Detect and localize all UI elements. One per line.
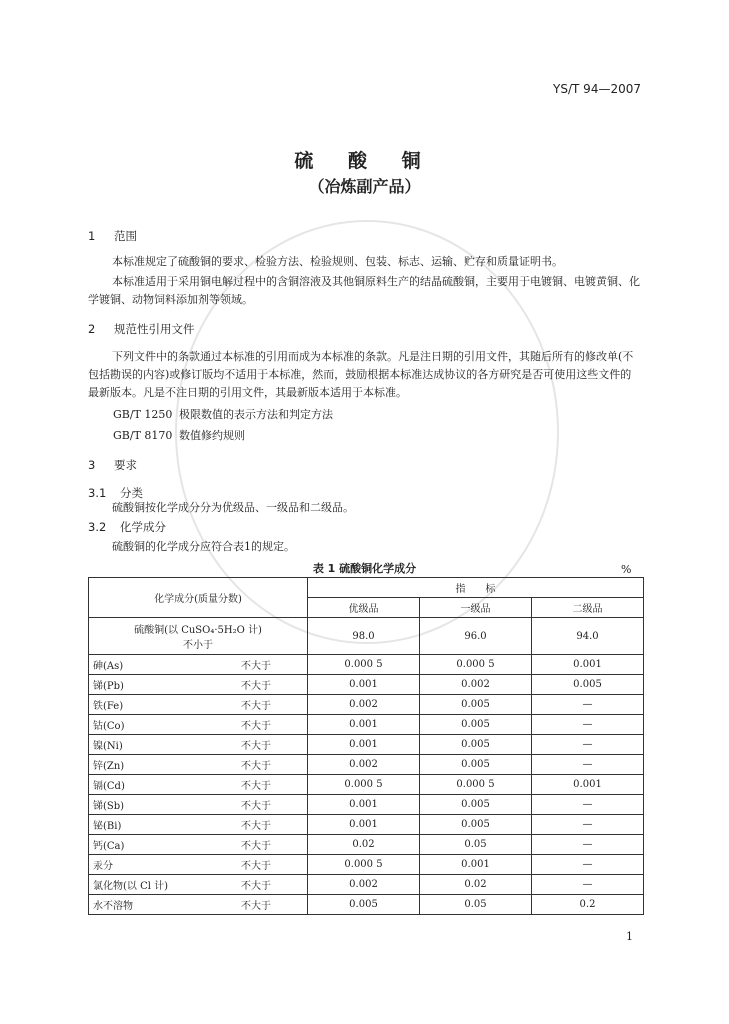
table-row: [89, 835, 644, 855]
cell-condition: 不大于: [237, 855, 308, 875]
cell-name: 锑(Pb): [89, 675, 238, 695]
cell-name: [89, 618, 308, 655]
cell-value: 0.002: [308, 875, 420, 895]
cell-value: 0.02: [420, 875, 532, 895]
section-title: 范围: [114, 229, 137, 243]
cell-value: 0.005: [420, 755, 532, 775]
cell-name: 镍(Ni): [89, 735, 238, 755]
cell-condition: 不大于: [237, 795, 308, 815]
table-row: [89, 775, 644, 795]
cell-value: 0.001: [308, 715, 420, 735]
section-3-heading: [88, 457, 137, 473]
cell-value: 0.005: [420, 695, 532, 715]
cell-value: 0.000 5: [420, 775, 532, 795]
cell-name: 钴(Co): [89, 715, 238, 735]
table-row: [89, 735, 644, 755]
table-row: [89, 815, 644, 835]
cell-value: 0.001: [308, 815, 420, 835]
cell-value: 0.000 5: [308, 655, 420, 675]
cell-value: 94.0: [532, 618, 644, 655]
section-number: 3: [88, 458, 96, 472]
cell-name: 铋(Bi): [89, 815, 238, 835]
cell-value: —: [532, 715, 644, 735]
cell-value: 0.02: [308, 835, 420, 855]
cell-name: 砷(As): [89, 655, 238, 675]
scope-paragraph-1: 本标准规定了硫酸铜的要求、检验方法、检验规则、包装、标志、运输、贮存和质量证明书。: [112, 255, 563, 268]
cell-value: 0.001: [308, 795, 420, 815]
cell-value: —: [532, 815, 644, 835]
table-row: [89, 675, 644, 695]
table-row: [89, 795, 644, 815]
document-title: 硫 酸 铜: [294, 150, 435, 172]
cell-value: 96.0: [420, 618, 532, 655]
header-index: 指 标: [308, 578, 644, 598]
cell-name: 水不溶物: [89, 895, 238, 915]
table-row: [89, 695, 644, 715]
standard-code: YS/T 94—2007: [553, 82, 641, 96]
cell-condition: 不大于: [237, 675, 308, 695]
cell-value: —: [532, 835, 644, 855]
cell-condition: 不大于: [237, 835, 308, 855]
cell-name: 镉(Cd): [89, 775, 238, 795]
section-title: 规范性引用文件: [114, 322, 195, 336]
cell-value: 0.005: [420, 715, 532, 735]
page-number: 1: [626, 930, 633, 943]
scope-paragraph-2: 本标准适用于采用铜电解过程中的含铜溶液及其他铜原料生产的结晶硫酸铜，主要用于电镀铜、电镀黄铜、化学镀铜、动物饲料添加剂等领域。: [88, 275, 640, 306]
cell-value: —: [532, 755, 644, 775]
reference-code: GB/T 8170: [113, 429, 173, 442]
cell-value: 0.005: [532, 675, 644, 695]
cell-name: 氯化物(以 Cl 计): [89, 875, 238, 895]
cell-value: 0.002: [308, 695, 420, 715]
cell-name: 钙(Ca): [89, 835, 238, 855]
composition-table: [88, 577, 644, 915]
cell-condition: 不大于: [237, 815, 308, 835]
normative-paragraph: 下列文件中的条款通过本标准的引用而成为本标准的条款。凡是注日期的引用文件，其随后所有的修改单(不包括勘误的内容)或修订版均不适用于本标准，然而，鼓励根据本标准达成协议的各方研究是否可使用这些文件的最新版本。凡是不注日期的引用文件，其最新版本适用于本标准。: [88, 350, 634, 399]
cell-condition: 不小于: [183, 640, 213, 651]
table-row: [89, 895, 644, 915]
cell-value: —: [532, 735, 644, 755]
cell-value: 0.05: [420, 895, 532, 915]
cell-name: 锌(Zn): [89, 755, 238, 775]
subsection-number: 3.2: [88, 520, 107, 534]
section-2-heading: [88, 321, 195, 337]
cell-value: 0.005: [420, 735, 532, 755]
cell-condition: 不大于: [237, 875, 308, 895]
grade-first: 一级品: [420, 598, 532, 618]
subsection-number: 3.1: [88, 486, 107, 500]
cell-value: 0.000 5: [308, 855, 420, 875]
cell-value: 0.000 5: [308, 775, 420, 795]
classification-text: 硫酸铜按化学成分分为优级品、一级品和二级品。: [112, 501, 354, 514]
cell-condition: 不大于: [237, 655, 308, 675]
cell-condition: 不大于: [237, 715, 308, 735]
reference-title: 数值修约规则: [179, 429, 245, 442]
cell-condition: 不大于: [237, 735, 308, 755]
cell-value: 0.05: [420, 835, 532, 855]
cell-value: 0.002: [308, 755, 420, 775]
subsection-title: 分类: [120, 486, 143, 500]
cell-name: 铁(Fe): [89, 695, 238, 715]
table-row: [89, 715, 644, 735]
grade-second: 二级品: [532, 598, 644, 618]
table-row: [89, 618, 644, 655]
cell-condition: 不大于: [237, 895, 308, 915]
cell-value: 98.0: [308, 618, 420, 655]
cell-value: 0.2: [532, 895, 644, 915]
reference-code: GB/T 1250: [113, 408, 173, 421]
table-row: [89, 855, 644, 875]
cell-value: 0.005: [420, 815, 532, 835]
cell-value: —: [532, 695, 644, 715]
cell-value: 0.005: [420, 795, 532, 815]
section-number: 1: [88, 229, 96, 243]
cell-condition: 不大于: [237, 695, 308, 715]
cell-name-text: 硫酸铜(以 CuSO₄·5H₂O 计): [134, 625, 262, 636]
subsection-title: 化学成分: [120, 520, 166, 534]
cell-value: 0.005: [308, 895, 420, 915]
cell-name: 锑(Sb): [89, 795, 238, 815]
section-1-heading: [88, 228, 137, 244]
cell-value: —: [532, 875, 644, 895]
cell-value: 0.002: [420, 675, 532, 695]
grade-premium: 优级品: [308, 598, 420, 618]
cell-value: 0.001: [308, 675, 420, 695]
cell-value: 0.001: [532, 655, 644, 675]
cell-value: —: [532, 855, 644, 875]
cell-condition: 不大于: [237, 775, 308, 795]
reference-item: [113, 427, 245, 443]
table-unit: %: [621, 563, 632, 576]
section-title: 要求: [114, 458, 137, 472]
table-row: [89, 755, 644, 775]
cell-value: 0.001: [308, 735, 420, 755]
cell-value: 0.001: [420, 855, 532, 875]
table-body: [89, 655, 644, 915]
cell-condition: 不大于: [237, 755, 308, 775]
reference-title: 极限数值的表示方法和判定方法: [179, 408, 333, 421]
table-row: [89, 875, 644, 895]
cell-value: —: [532, 795, 644, 815]
subsection-3-2-heading: [88, 519, 166, 535]
cell-name: 汞分: [89, 855, 238, 875]
table-header-row: [89, 578, 644, 598]
document-subtitle: （冶炼副产品）: [308, 177, 421, 196]
cell-value: 0.000 5: [420, 655, 532, 675]
section-number: 2: [88, 322, 96, 336]
reference-item: [113, 406, 333, 422]
cell-value: 0.001: [532, 775, 644, 795]
table-caption: 表 1 硫酸铜化学成分: [312, 562, 417, 575]
table-row: [89, 655, 644, 675]
composition-text: 硫酸铜的化学成分应符合表1的规定。: [112, 540, 295, 553]
header-composition: 化学成分(质量分数): [89, 578, 308, 618]
